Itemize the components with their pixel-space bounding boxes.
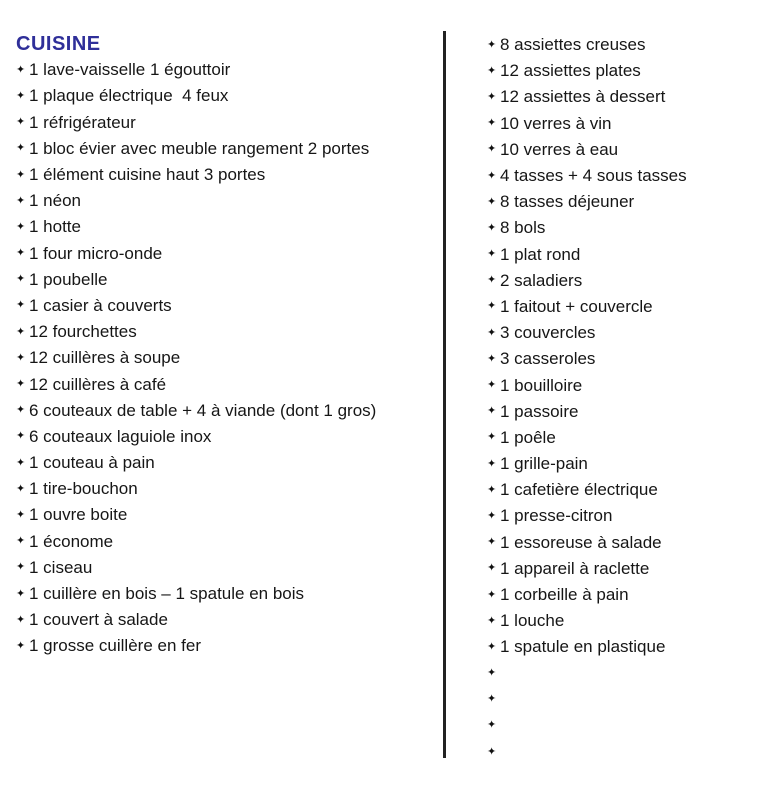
list-item [487, 399, 765, 425]
list-item-text: 8 tasses déjeuner [500, 192, 635, 212]
list-item [487, 477, 765, 503]
list-item-text: 1 économe [29, 531, 114, 551]
list-item-text: 1 cuillère en bois – 1 spatule en bois [29, 584, 305, 604]
list-item [16, 162, 438, 188]
right-column [487, 32, 765, 765]
diamond-bullet-icon: ✦ [16, 612, 26, 626]
list-item [16, 345, 438, 371]
diamond-bullet-icon: ✦ [487, 508, 497, 522]
list-item-text: 8 bols [500, 218, 546, 238]
list-item-text: 3 casseroles [500, 349, 596, 369]
list-item-text: 1 hotte [29, 217, 81, 237]
list-item-text: 1 louche [500, 611, 565, 631]
list-item [16, 555, 438, 581]
list-item-empty [487, 661, 765, 687]
list-item [16, 214, 438, 240]
list-item [487, 346, 765, 372]
diamond-bullet-icon: ✦ [16, 62, 26, 76]
diamond-bullet-icon: ✦ [487, 220, 497, 234]
list-item [487, 294, 765, 320]
diamond-bullet-icon: ✦ [16, 586, 26, 600]
list-item [16, 136, 438, 162]
diamond-bullet-icon: ✦ [487, 430, 497, 444]
diamond-bullet-icon: ✦ [16, 246, 26, 260]
list-item [487, 451, 765, 477]
diamond-bullet-icon: ✦ [16, 403, 26, 417]
diamond-bullet-icon: ✦ [487, 692, 497, 706]
list-item-text: 8 assiettes creuses [500, 35, 646, 55]
list-item-text: 10 verres à vin [500, 113, 612, 133]
list-item [16, 188, 438, 214]
diamond-bullet-icon: ✦ [16, 167, 26, 181]
diamond-bullet-icon: ✦ [487, 63, 497, 77]
list-item-text: 1 cafetière électrique [500, 480, 658, 500]
diamond-bullet-icon: ✦ [16, 193, 26, 207]
list-item [487, 84, 765, 110]
diamond-bullet-icon: ✦ [487, 194, 497, 208]
list-item [487, 111, 765, 137]
diamond-bullet-icon: ✦ [487, 168, 497, 182]
diamond-bullet-icon: ✦ [487, 351, 497, 365]
list-item [16, 398, 438, 424]
list-item [487, 242, 765, 268]
list-item [16, 371, 438, 397]
diamond-bullet-icon: ✦ [16, 507, 26, 521]
list-item [16, 293, 438, 319]
left-column [16, 31, 438, 660]
diamond-bullet-icon: ✦ [487, 535, 497, 549]
list-item-text: 1 bouilloire [500, 375, 583, 395]
list-item [16, 581, 438, 607]
diamond-bullet-icon: ✦ [487, 639, 497, 653]
diamond-bullet-icon: ✦ [487, 325, 497, 339]
list-item-text: 3 couvercles [500, 323, 596, 343]
list-item-text: 1 couteau à pain [29, 453, 155, 473]
list-item-text: 1 plaque électrique 4 feux [29, 86, 229, 106]
list-item [16, 267, 438, 293]
list-item [487, 163, 765, 189]
list-item-text: 1 poêle [500, 427, 556, 447]
list-item-empty [487, 739, 765, 765]
list-item-text: 1 couvert à salade [29, 610, 168, 630]
list-item [487, 372, 765, 398]
list-item-text: 1 tire-bouchon [29, 479, 138, 499]
list-item-text: 12 cuillères à soupe [29, 348, 181, 368]
list-item-text: 1 ouvre boite [29, 505, 128, 525]
diamond-bullet-icon: ✦ [487, 613, 497, 627]
diamond-bullet-icon: ✦ [16, 88, 26, 102]
diamond-bullet-icon: ✦ [487, 587, 497, 601]
diamond-bullet-icon: ✦ [487, 299, 497, 313]
list-item [16, 83, 438, 109]
diamond-bullet-icon: ✦ [487, 718, 497, 732]
list-item-text: 1 passoire [500, 401, 579, 421]
diamond-bullet-icon: ✦ [487, 273, 497, 287]
list-item-text: 10 verres à eau [500, 139, 619, 159]
diamond-bullet-icon: ✦ [16, 115, 26, 129]
diamond-bullet-icon: ✦ [487, 116, 497, 130]
list-item [487, 582, 765, 608]
list-item-text: 2 saladiers [500, 270, 583, 290]
list-item-text: 1 néon [29, 191, 81, 211]
list-item [487, 556, 765, 582]
diamond-bullet-icon: ✦ [16, 298, 26, 312]
list-item [16, 450, 438, 476]
diamond-bullet-icon: ✦ [487, 247, 497, 261]
list-item-text: 1 grosse cuillère en fer [29, 636, 201, 656]
list-item [16, 633, 438, 659]
list-item [16, 502, 438, 528]
right-item-list [487, 32, 765, 765]
diamond-bullet-icon: ✦ [16, 141, 26, 155]
list-item [16, 241, 438, 267]
list-item-text: 1 plat rond [500, 244, 581, 264]
list-item-text: 1 essoreuse à salade [500, 532, 662, 552]
list-item-text: 6 couteaux de table + 4 à viande (dont 1 gros) [29, 400, 377, 420]
list-item-empty [487, 713, 765, 739]
diamond-bullet-icon: ✦ [16, 350, 26, 364]
list-item-empty [487, 687, 765, 713]
diamond-bullet-icon: ✦ [16, 377, 26, 391]
list-item [487, 58, 765, 84]
diamond-bullet-icon: ✦ [16, 219, 26, 233]
diamond-bullet-icon: ✦ [16, 534, 26, 548]
list-item-text: 1 poubelle [29, 269, 108, 289]
list-item-text: 12 cuillères à café [29, 374, 167, 394]
list-item [16, 607, 438, 633]
list-item-text: 12 fourchettes [29, 322, 137, 342]
list-item [487, 634, 765, 660]
list-item-text: 1 spatule en plastique [500, 637, 666, 657]
diamond-bullet-icon: ✦ [487, 482, 497, 496]
list-item-text: 1 corbeille à pain [500, 585, 629, 605]
list-item-text: 4 tasses + 4 sous tasses [500, 166, 687, 186]
diamond-bullet-icon: ✦ [487, 744, 497, 758]
list-item-text: 1 faitout + couvercle [500, 296, 653, 316]
diamond-bullet-icon: ✦ [487, 142, 497, 156]
list-item [16, 529, 438, 555]
list-item-text: 1 réfrigérateur [29, 112, 136, 132]
list-item-text: 12 assiettes à dessert [500, 87, 666, 107]
left-item-list [16, 57, 438, 659]
list-item-text: 1 grille-pain [500, 454, 588, 474]
diamond-bullet-icon: ✦ [487, 666, 497, 680]
list-item [487, 32, 765, 58]
column-divider-line [443, 31, 446, 758]
diamond-bullet-icon: ✦ [16, 638, 26, 652]
list-item [16, 319, 438, 345]
list-item [16, 476, 438, 502]
diamond-bullet-icon: ✦ [16, 429, 26, 443]
list-item-text: 1 casier à couverts [29, 295, 172, 315]
diamond-bullet-icon: ✦ [16, 455, 26, 469]
list-item [487, 320, 765, 346]
diamond-bullet-icon: ✦ [16, 324, 26, 338]
list-item-text: 1 presse-citron [500, 506, 613, 526]
diamond-bullet-icon: ✦ [16, 272, 26, 286]
list-item [487, 608, 765, 634]
list-item [487, 503, 765, 529]
list-item-text: 1 élément cuisine haut 3 portes [29, 165, 266, 185]
diamond-bullet-icon: ✦ [487, 561, 497, 575]
list-item-text: 12 assiettes plates [500, 61, 641, 81]
diamond-bullet-icon: ✦ [487, 404, 497, 418]
list-item [487, 268, 765, 294]
list-item-text: 1 bloc évier avec meuble rangement 2 portes [29, 138, 370, 158]
list-item [487, 215, 765, 241]
diamond-bullet-icon: ✦ [487, 89, 497, 103]
page-title: CUISINE [16, 32, 101, 55]
list-item-text: 1 four micro-onde [29, 243, 163, 263]
list-item-text: 1 lave-vaisselle 1 égouttoir [29, 60, 231, 80]
list-item [487, 189, 765, 215]
list-item [16, 424, 438, 450]
list-item [16, 57, 438, 83]
list-item [487, 530, 765, 556]
diamond-bullet-icon: ✦ [487, 378, 497, 392]
diamond-bullet-icon: ✦ [487, 37, 497, 51]
diamond-bullet-icon: ✦ [16, 560, 26, 574]
list-item [487, 137, 765, 163]
diamond-bullet-icon: ✦ [487, 456, 497, 470]
list-item [487, 425, 765, 451]
list-item-text: 1 ciseau [29, 557, 93, 577]
list-item [16, 110, 438, 136]
diamond-bullet-icon: ✦ [16, 481, 26, 495]
list-item-text: 1 appareil à raclette [500, 558, 650, 578]
list-item-text: 6 couteaux laguiole inox [29, 426, 212, 446]
